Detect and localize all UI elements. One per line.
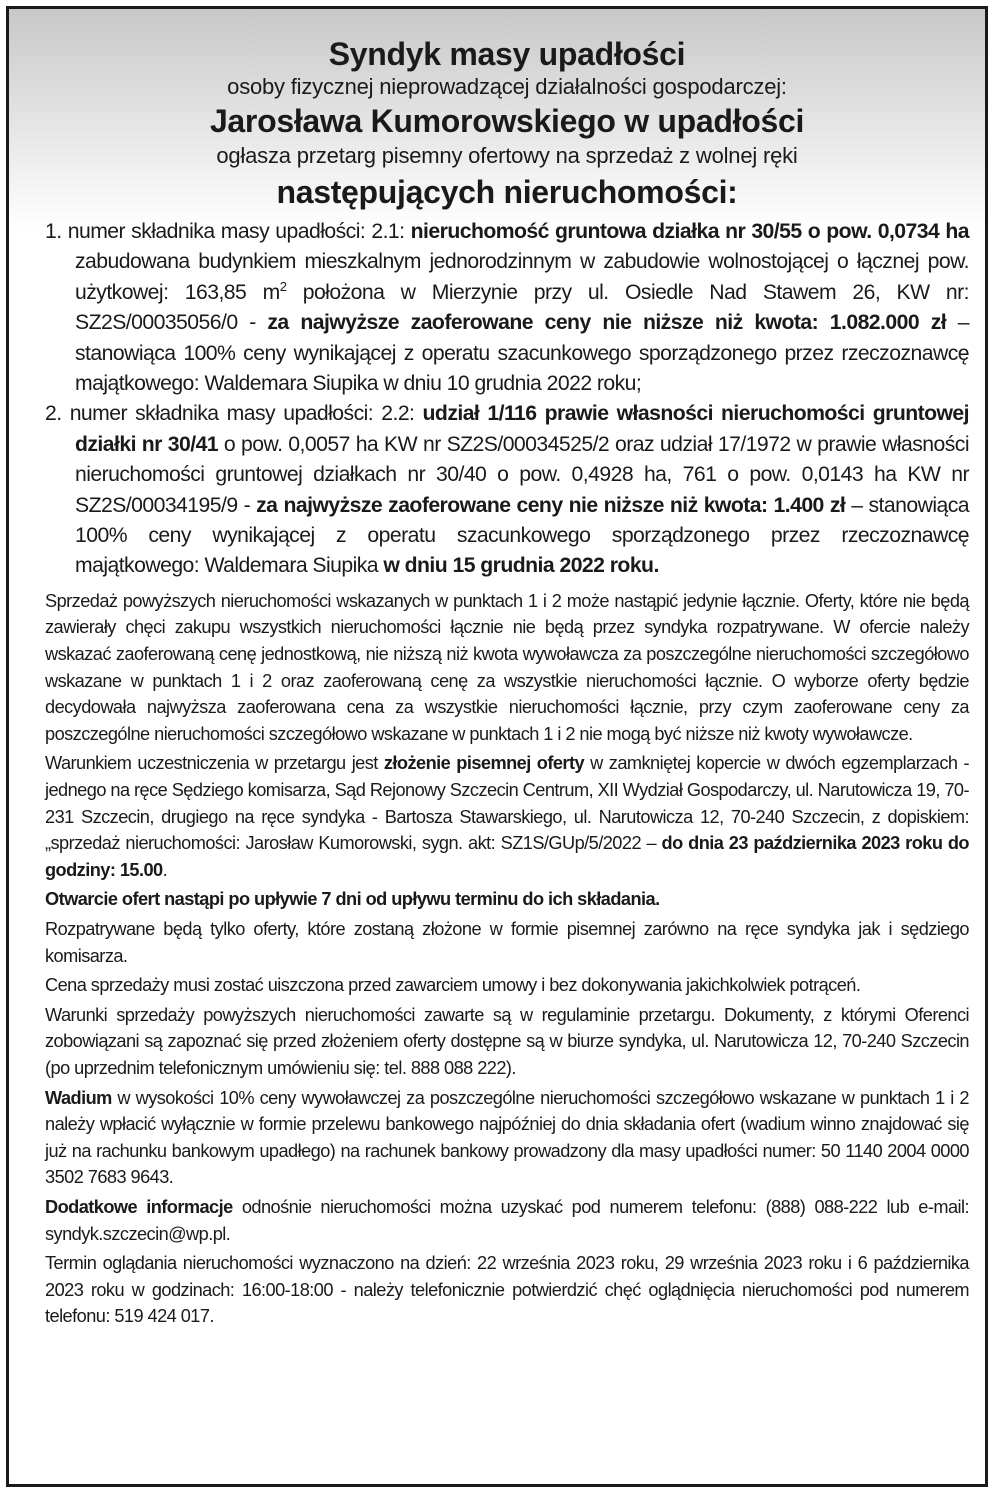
contact-bold-label: Dodatkowe informacje — [45, 1196, 233, 1217]
paragraph-price: Cena sprzedaży musi zostać uiszczona przed zawarciem umowy i bez dokonywania jakichkolwiek potrąceń. — [45, 975, 861, 996]
item-2-prefix: 2. numer składnika masy upadłości: 2.2: — [45, 402, 423, 426]
paragraph-viewing: Termin oglądania nieruchomości wyznaczono na dzień: 22 września 2023 roku, 29 września 2023 roku i 6 października 2023 roku w godzinach: 16:00-18:00 - należy telefonicznie potwierdzić chęć oglądnięcia nieruchomości pod numerem telefonu: 519 424 017. — [45, 1253, 969, 1327]
item-2-bold-date: w dniu 15 grudnia 2022 roku. — [383, 554, 659, 578]
paragraph-opening: Otwarcie ofert nastąpi po upływie 7 dni od upływu terminu do ich składania. — [45, 889, 660, 910]
item-2-bold-property: udział 1/116 prawie własności nieruchomości gruntowej działki nr 30/41 — [75, 402, 969, 456]
participation-text-e: . — [162, 859, 168, 880]
participation-bold-offer: złożenie pisemnej oferty — [383, 753, 585, 774]
item-1-text-location: położona w Mierzynie przy ul. Osiedle Nad Stawem 26, KW nr: SZ2S/00035056/0 - — [75, 280, 969, 335]
paragraph-contact — [45, 1194, 969, 1247]
list-item-2 — [45, 399, 969, 581]
item-2-text: o pow. 0,0057 ha KW nr SZ2S/00034525/2 oraz udział 17/1972 w prawie własności nieruchomości gruntowej działkach nr 30/40 o pow. 0,4928 ha, 761 o pow. 0,0143 ha KW nr SZ2S/00034195/9 - — [75, 432, 970, 517]
participation-text-a: Warunkiem uczestniczenia w przetargu jest — [45, 753, 384, 774]
announcement-line: ogłasza przetarg pisemny ofertowy na sprzedaż z wolnej ręki — [216, 143, 798, 168]
properties-heading: następujących nieruchomości: — [276, 174, 738, 210]
item-1-text-valuation: – stanowiąca 100% ceny wynikającej z operatu szacunkowego sporządzonego przez rzeczoznawcę majątkowego: Waldemara Siupika w dniu 10 grudnia 2022 roku; — [75, 311, 970, 396]
deposit-text: w wysokości 10% ceny wywoławczej za poszczególne nieruchomości szczegółowo wskazane w punktach 1 i 2 należy wpłacić wyłącznie w formie przelewu bankowego najpóźniej do dnia składania ofert (wadium winno znajdować się już na rachunku bankowym upadłego) na rachunek bankowy prowadzony dla masy upadłości numer: 50 1140 2004 0000 3502 7683 9643. — [45, 1087, 969, 1188]
announcement-frame — [6, 6, 988, 1487]
paragraph-form: Rozpatrywane będą tylko oferty, które zostaną złożone w formie pisemnej zarówno na ręce syndyka jak i sędziego komisarza. — [45, 919, 969, 966]
item-1-prefix: 1. numer składnika masy upadłości: 2.1: — [45, 220, 411, 243]
debtor-name: Jarosława Kumorowskiego w upadłości — [209, 103, 805, 139]
paragraph-participation — [45, 750, 969, 883]
participation-text-c: w zamkniętej kopercie w dwóch egzemplarzach - jednego na ręce Sędziego komisarza, Sąd Rejonowy Szczecin Centrum, XII Wydział Gospodarczy, ul. Narutowicza 19, 70-231 Szczecin, drugiego na ręce syndyka - Bartosza Stawarskiego, ul. Narutowicza 12, 70-240 Szczecin, z dopiskiem: „sprzedaż nieruchomości: Jarosław Kumorowski, sygn. akt: SZ1S/GUp/5/2022 – — [45, 753, 970, 854]
deposit-bold-label: Wadium — [45, 1087, 112, 1108]
page-subtitle: osoby fizycznej nieprowadzącej działalności gospodarczej: — [227, 74, 787, 99]
page-title: Syndyk masy upadłości — [328, 36, 686, 72]
item-2-text-valuation: – stanowiąca 100% ceny wynikającej z operatu szacunkowego sporządzonego przez rzeczoznawcę majątkowego: Waldemara Siupika — [75, 493, 969, 578]
item-2-bold-price: za najwyższe zaoferowane ceny nie niższe niż kwota: 1.400 zł — [256, 493, 846, 517]
announcement-content — [45, 35, 969, 1331]
paragraph-sale-terms: Sprzedaż powyższych nieruchomości wskazanych w punktach 1 i 2 może nastąpić jedynie łącznie. Oferty, które nie będą zawierały chęci zakupu wszystkich nieruchomości łącznie nie będą przez syndyka rozpatrywane. W ofercie należy wskazać zaoferowaną cenę jednostkową, nie niższą niż kwota wywoławcza za poszczególne nieruchomości szczegółowo wskazane w punktach 1 i 2 oraz zaoferowaną cenę za wszystkie nieruchomości łącznie. O wyborze oferty będzie decydowała najwyższa zaoferowana cena za wszystkie nieruchomości łącznie, przy czym zaoferowane ceny za poszczególne nieruchomości szczegółowo wskazane w punktach 1 i 2 nie mogą być niższe niż kwoty wywoławcze. — [45, 590, 969, 744]
paragraph-deposit — [45, 1085, 969, 1191]
item-1-bold-property: nieruchomość gruntowa działka nr 30/55 o pow. 0,0734 ha — [410, 220, 969, 243]
contact-text: odnośnie nieruchomości można uzyskać pod numerem telefonu: (888) 088-222 lub e-mail: syndyk.szczecin@wp.pl. — [45, 1196, 969, 1244]
item-1-bold-price: za najwyższe zaoferowane ceny nie niższe niż kwota: 1.082.000 zł — [267, 311, 947, 335]
list-item-1 — [45, 217, 969, 399]
paragraph-conditions: Warunki sprzedaży powyższych nieruchomości zawarte są w regulaminie przetargu. Dokumenty, z którymi Oferenci zobowiązani są zapoznać się przed złożeniem oferty dostępne są w biurze syndyka, ul. Narutowicza 12, 70-240 Szczecin (po uprzednim telefonicznym umówieniu się: tel. 888 088 222). — [45, 1004, 969, 1078]
participation-bold-deadline: do dnia 23 października 2023 roku do godziny: 15.00 — [45, 833, 969, 880]
item-1-sup: 2 — [279, 278, 287, 294]
item-1-text: zabudowana budynkiem mieszkalnym jednorodzinnym w zabudowie wolnostojącej o łącznej pow. użytkowej: 163,85 m — [75, 250, 969, 304]
